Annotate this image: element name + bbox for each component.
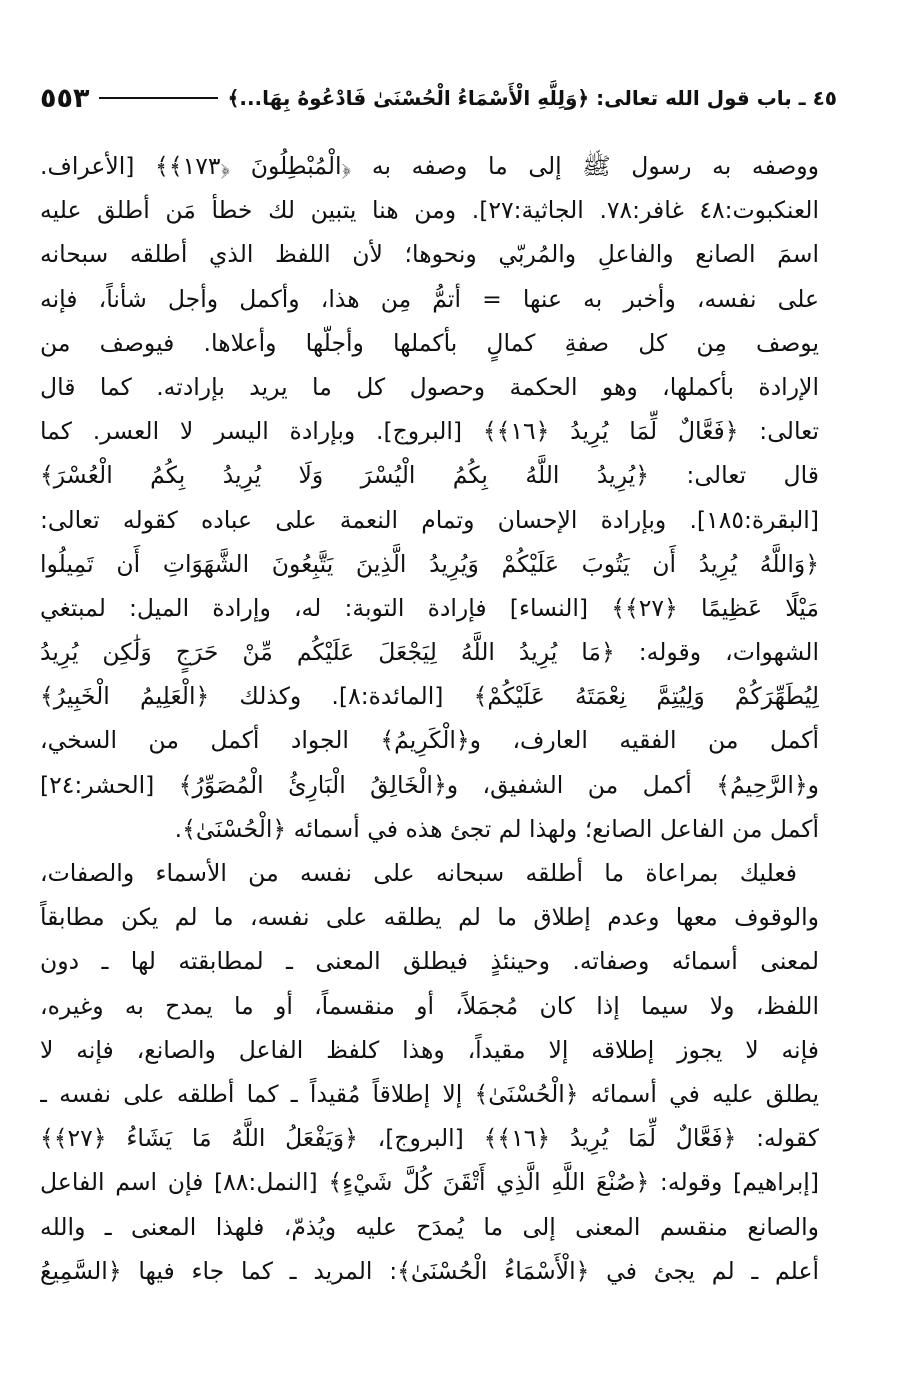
text-line: الإرادة بأكملها، وهو الحكمة وحصول كل ما يريد بإرادته. كما قال <box>40 372 819 401</box>
page-header <box>40 78 837 118</box>
text-line: كقوله: ﴿فَعَّالٌ لِّمَا يُرِيدُ ﴿١٦﴾﴾ [البروج]، ﴿وَيَفْعَلُ اللَّهُ مَا يَشَاءُ ﴿٢٧﴾﴾ <box>40 1124 819 1153</box>
text-line: أعلم ـ لم يجئ في ﴿الْأَسْمَاءُ الْحُسْنَىٰ﴾: المريد ـ كما جاء فيها ﴿السَّمِيعُ <box>40 1256 819 1285</box>
text-line: [البقرة:١٨٥]. وبإرادة الإحسان وتمام النعمة على عباده كقوله تعالى: <box>40 505 819 534</box>
text-line: تعالى: ﴿فَعَّالٌ لِّمَا يُرِيدُ ﴿١٦﴾﴾ [البروج]. وبإرادة اليسر لا العسر. كما <box>40 417 819 446</box>
text-line: لمعنى أسمائه وصفاته. وحينئذٍ فيطلق المعنى ـ لمطابقته لها ـ دون <box>40 947 819 976</box>
text-line: أكمل من الفاعل الصانع؛ ولهذا لم تجئ هذه في أسمائه ﴿الْحُسْنَىٰ﴾. <box>174 814 819 843</box>
text-line: يوصف مِن كل صفةِ كمالٍ بأكملها وأجلّها وأعلاها. فيوصف من <box>40 328 819 357</box>
text-line: ﴿وَاللَّهُ يُرِيدُ أَن يَتُوبَ عَلَيْكُمْ وَيُرِيدُ الَّذِينَ يَتَّبِعُونَ الشَّهَوَاتِ أَن تَمِيلُوا <box>40 549 819 578</box>
text-line: [إبراهيم] وقوله: ﴿صُنْعَ اللَّهِ الَّذِي أَتْقَنَ كُلَّ شَيْءٍ﴾ [النمل:٨٨] فإن اسم الفاعل <box>40 1168 819 1197</box>
text-line: الشهوات، وقوله: ﴿مَا يُرِيدُ اللَّهُ لِيَجْعَلَ عَلَيْكُم مِّنْ حَرَجٍ وَلَٰكِن يُرِيدُ <box>40 638 819 667</box>
text-line: العنكبوت:٤٨ غافر:٧٨. الجاثية:٢٧]. ومن هنا يتبين لك خطأ مَن أطلق عليه <box>40 196 819 225</box>
text-line: لِيُطَهِّرَكُمْ وَلِيُتِمَّ نِعْمَتَهُ عَلَيْكُمْ﴾ [المائدة:٨]. وكذلك ﴿الْعَلِيمُ الْخَبِيرُ﴾ <box>40 682 819 711</box>
page-number: ٥٥٣ <box>40 82 90 114</box>
text-line: أكمل من الفقيه العارف، و﴿الْكَرِيمُ﴾ الجواد أكمل من السخي، <box>40 726 819 755</box>
text-line: والصانع منقسم المعنى إلى ما يُمدَح عليه ويُذمّ، فلهذا المعنى ـ والله <box>40 1212 819 1241</box>
body-text <box>40 144 819 1293</box>
text-line: والوقوف معها وعدم إطلاق ما لم يطلقه على نفسه، ما لم يكن مطابقاً <box>40 903 819 932</box>
text-line: فعليك بمراعاة ما أطلقه سبحانه على نفسه من الأسماء والصفات، <box>40 859 797 887</box>
text-line: اللفظ، ولا سيما إذا كان مُجمَلاً، أو منقسماً، أو ما يمدح به وغيره، <box>40 991 819 1020</box>
text-line: قال تعالى: ﴿يُرِيدُ اللَّهُ بِكُمُ الْيُسْرَ وَلَا يُرِيدُ بِكُمُ الْعُسْرَ﴾ <box>40 461 819 490</box>
text-line: على نفسه، وأخبر به عنها = أتمُّ مِن هذا، وأكمل وأجل شأناً، فإنه <box>40 284 819 313</box>
header-rule <box>99 97 217 99</box>
text-line: يطلق عليه في أسمائه ﴿الْحُسْنَىٰ﴾ إلا إطلاقاً مُقيداً ـ كما أطلقه على نفسه ـ <box>40 1079 819 1108</box>
text-line: فإنه لا يجوز إطلاقه إلا مقيداً، وهذا كلفظ الفاعل والصانع، فإنه لا <box>40 1035 819 1064</box>
text-line: ووصفه به رسول ﷺ إلى ما وصفه به ﴿الْمُبْطِلُونَ ﴿١٧٣﴾﴾ [الأعراف. <box>40 152 819 180</box>
text-line: اسمَ الصانع والفاعلِ والمُربّي ونحوها؛ لأن اللفظ الذي أطلقه سبحانه <box>40 240 819 269</box>
text-line: و﴿الرَّحِيمُ﴾ أكمل من الشفيق، و﴿الْخَالِقُ الْبَارِئُ الْمُصَوِّرُ﴾ [الحشر:٢٤] <box>40 770 819 799</box>
text-line: مَيْلًا عَظِيمًا ﴿٢٧﴾﴾ [النساء] فإرادة التوبة: له، وإرادة الميل: لمبتغي <box>40 593 819 622</box>
chapter-title: ٤٥ ـ باب قول الله تعالى: ﴿وَلِلَّهِ الْأَسْمَاءُ الْحُسْنَىٰ فَادْعُوهُ بِهَا...﴾ <box>227 86 837 110</box>
